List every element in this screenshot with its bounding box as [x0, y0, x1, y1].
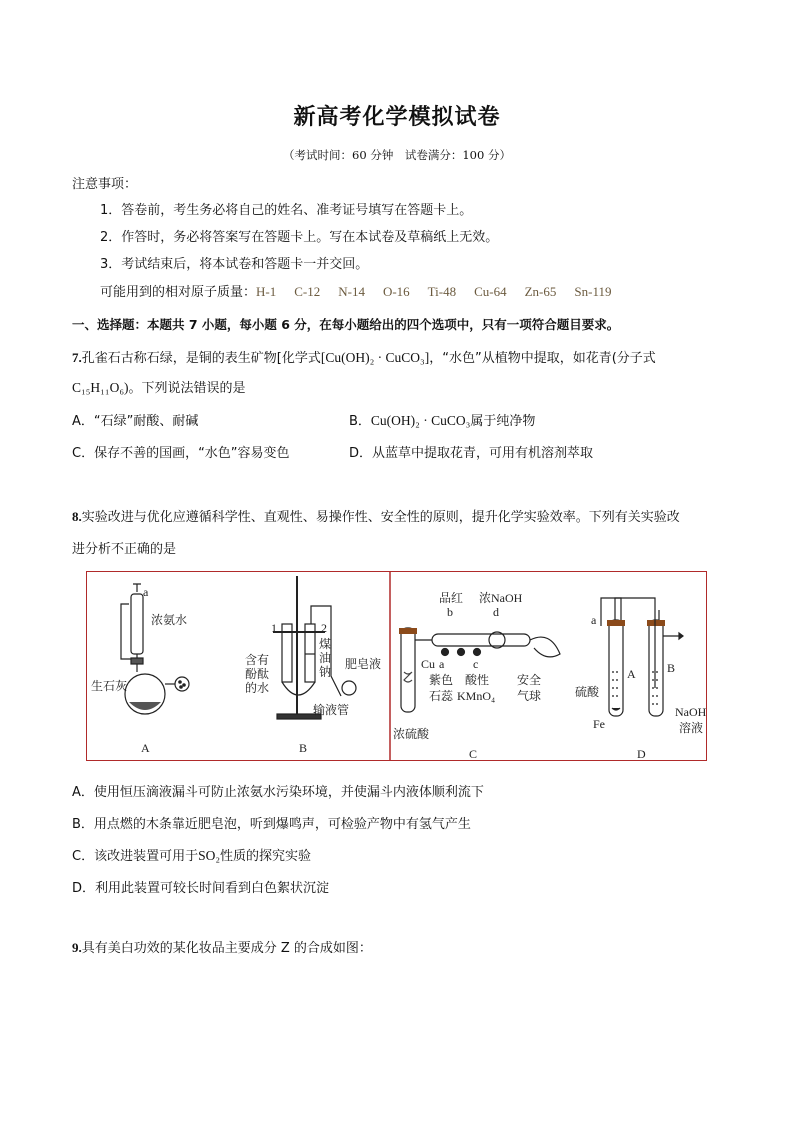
- dropping-funnel: [131, 594, 143, 654]
- drying-tube: [175, 677, 189, 691]
- label-c-b: b: [447, 605, 453, 619]
- q7-stem-line2: [72, 377, 246, 396]
- test-tube-b: [649, 620, 663, 716]
- label-d: D: [637, 747, 646, 760]
- label-d-A: A: [627, 667, 636, 681]
- q7-stem-b: ，“水色”从植物中提取，如花青(分子式: [429, 351, 656, 366]
- q7-number: 7.: [72, 350, 82, 365]
- label-c-acid: 浓硫酸: [393, 727, 430, 741]
- q9-stem: [72, 937, 372, 956]
- q8-option-c-b: 性质的探究实验: [220, 849, 312, 864]
- label-a-lime: 生石灰: [91, 679, 128, 693]
- label-b-2: 2: [321, 621, 327, 635]
- label-d-fe: Fe: [593, 717, 605, 731]
- label-d-a: a: [591, 613, 597, 627]
- label-b-1: 1: [271, 621, 277, 635]
- q8-option-a: A．使用恒压滴液漏斗可防止浓氨水污染环境，并使漏斗内液体顺利流下: [72, 785, 484, 800]
- atomic-mass-line: [100, 281, 629, 300]
- q7-option-d: D．从蓝草中提取花青，可用有机溶剂萃取: [349, 446, 594, 461]
- apparatus-figure: [86, 571, 707, 761]
- q8-number: 8.: [72, 509, 82, 524]
- q9-number: 9.: [72, 940, 82, 955]
- label-d-acid: 硫酸: [575, 685, 600, 699]
- safety-balloon: [530, 637, 560, 657]
- mass-cu: Cu-64: [474, 284, 507, 299]
- label-c-cu: Cu: [421, 657, 436, 671]
- q8-option-c: [72, 845, 311, 864]
- notice-item-1: 1．答卷前，考生务必将自己的姓名、准考证号填写在答题卡上。: [100, 203, 473, 218]
- atomic-mass-label: 可能用到的相对原子质量：: [100, 285, 257, 300]
- q8-stem-line1: [72, 506, 680, 525]
- label-d-B: B: [667, 661, 676, 675]
- label-c-c: c: [473, 657, 479, 671]
- q7-option-b-text: 属于纯净物: [470, 414, 536, 429]
- apparatus-d: [575, 598, 706, 760]
- label-b-kerosene1: 煤: [319, 637, 332, 651]
- label-c-qiqiu: 气球: [517, 689, 542, 703]
- mass-c: C-12: [294, 284, 321, 299]
- label-b-sodium: 钠: [319, 665, 332, 679]
- q8-stem-line2: 进分析不正确的是: [72, 542, 177, 557]
- label-a-ammonia: 浓氨水: [151, 613, 188, 627]
- label-c-zise: 紫色: [429, 673, 454, 687]
- notice-item-3: 3．考试结束后，将本试卷和答题卡一并交回。: [100, 257, 369, 272]
- q9-stem-text: 具有美白功效的某化妆品主要成分 Z 的合成如图：: [81, 941, 372, 956]
- label-c-naoh: 浓NaOH: [479, 591, 523, 605]
- q8-option-d: D．利用此装置可较长时间看到白色絮状沉淀: [72, 881, 330, 896]
- q7-stem-c: 。下列说法错误的是: [128, 381, 246, 396]
- q8-stem-a: 实验改进与优化应遵循科学性、直观性、易操作性、安全性的原则，提升化学实验效率。下列有关实验改: [81, 510, 680, 525]
- soap-bubble: [342, 681, 356, 695]
- mass-sn: Sn-119: [574, 284, 612, 299]
- label-c-kmno4: KMnO₄: [457, 689, 496, 703]
- section1-heading: 一、选择题：本题共 7 小题，每小题 6 分，在每小题给出的四个选项中，只有一项符合题目要求。: [72, 317, 620, 332]
- label-c-pinhong: 品红: [439, 591, 464, 605]
- mass-n: N-14: [338, 284, 365, 299]
- label-c-suanxing: 酸性: [465, 673, 490, 687]
- q7-formula-malachite: [Cu(OH)₂ · CuCO₃]: [320, 350, 430, 365]
- label-c-d: d: [493, 605, 499, 619]
- apparatus-c: [393, 591, 560, 760]
- q7-option-a: A．“石绿”耐酸、耐碱: [72, 414, 199, 429]
- label-b-water2: 酚酞: [245, 667, 270, 681]
- mass-h: H-1: [256, 284, 277, 299]
- mass-ti: Ti-48: [427, 284, 457, 299]
- label-a-a: a: [143, 585, 149, 599]
- test-tube-a: [609, 620, 623, 716]
- q8-option-c-a: C．该改进装置可用于: [72, 849, 199, 864]
- glass-tube-c: [432, 634, 530, 646]
- exam-subtitle: （考试时间：60 分钟 试卷满分：100 分）: [283, 148, 511, 162]
- label-b-water1: 含有: [245, 653, 270, 667]
- q7-formula-anthocyanin: C₁₅H₁₁O₆): [72, 380, 129, 395]
- label-b-soap: 肥皂液: [345, 657, 382, 671]
- q7-stem-line1: [72, 347, 656, 366]
- q7-option-b-label: B．: [349, 414, 371, 429]
- label-d-naoh: NaOH: [675, 705, 706, 719]
- q7-option-b: [349, 410, 535, 429]
- q7-option-c: C．保存不善的国画，“水色”容易变色: [72, 446, 290, 461]
- q8-option-b: B．用点燃的木条靠近肥皂泡，听到爆鸣声，可检验产物中有氢气产生: [72, 817, 471, 832]
- notice-heading: 注意事项：: [72, 177, 138, 192]
- notice-item-2: 2．作答时，务必将答案写在答题卡上。写在本试卷及草稿纸上无效。: [100, 230, 499, 245]
- label-b-water3: 的水: [245, 681, 270, 695]
- label-c-anquan: 安全: [517, 673, 542, 687]
- label-c-a: a: [439, 657, 445, 671]
- mass-o: O-16: [382, 284, 410, 299]
- label-d-rongye: 溶液: [679, 721, 704, 735]
- apparatus-a: [91, 584, 189, 755]
- apparatus-diagram: [87, 572, 706, 760]
- test-tube-c: [401, 628, 415, 712]
- label-b-tube: 输液管: [313, 703, 350, 717]
- mass-zn: Zn-65: [524, 284, 557, 299]
- label-b-kerosene2: 油: [319, 651, 332, 665]
- q8-option-c-formula: SO₂: [198, 848, 221, 863]
- q7-stem-a: 孔雀石古称石绿，是铜的表生矿物[化学式: [81, 351, 321, 366]
- label-b: B: [299, 741, 308, 755]
- q7-option-b-formula: Cu(OH)₂ · CuCO₃: [370, 413, 471, 428]
- label-a: A: [141, 741, 150, 755]
- label-c: C: [469, 747, 478, 760]
- apparatus-b: [245, 576, 381, 755]
- label-c-shirui: 石蕊: [429, 689, 454, 703]
- exam-title: 新高考化学模拟试卷: [293, 104, 501, 130]
